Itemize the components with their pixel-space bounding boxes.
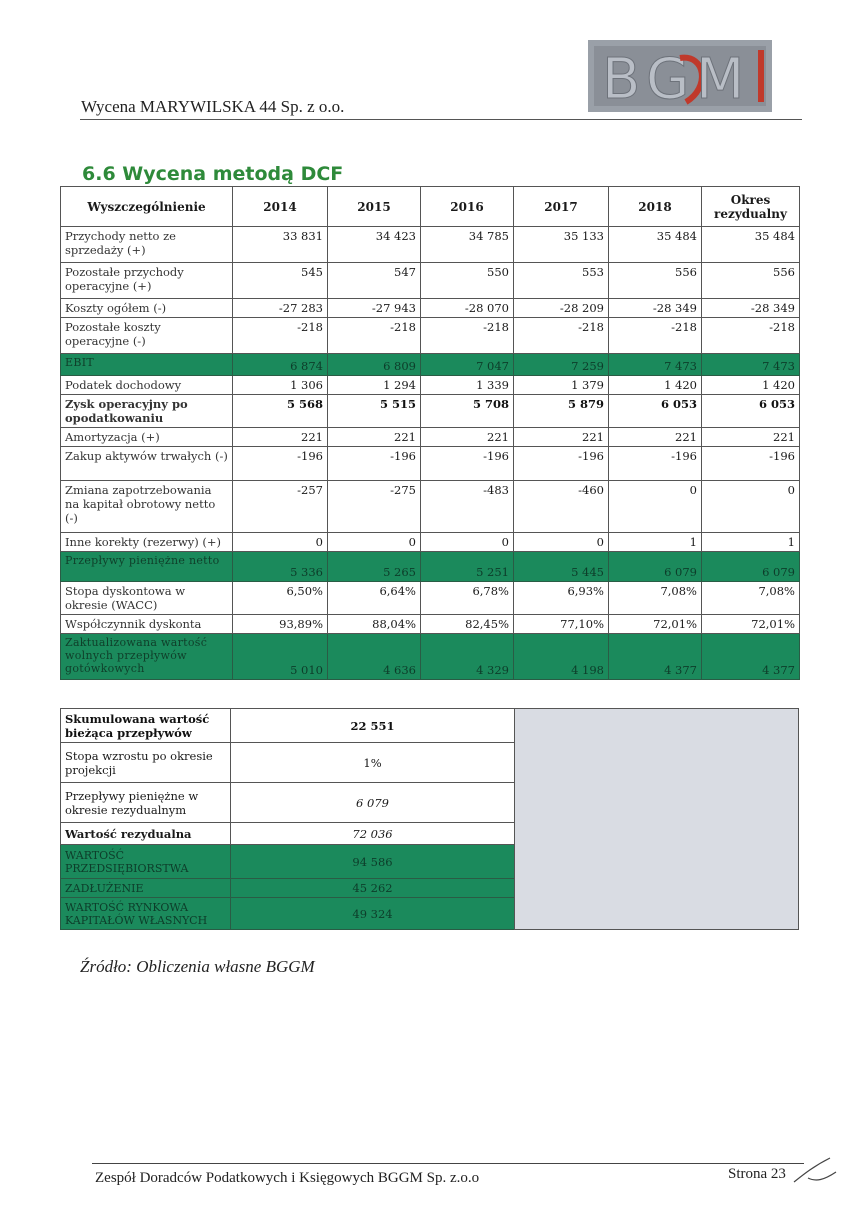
row-value: 221 (421, 428, 514, 447)
row-value: 7,08% (609, 582, 702, 615)
row-value: 1 420 (702, 376, 800, 395)
row-value: 0 (421, 533, 514, 552)
row-value: 5 251 (421, 552, 514, 582)
summary-row (61, 879, 515, 898)
table-row (61, 582, 800, 615)
row-value: 221 (609, 428, 702, 447)
row-value: 5 265 (328, 552, 421, 582)
column-header: Wyszczególnienie (61, 187, 233, 227)
row-value: 5 708 (421, 395, 514, 428)
summary-value: 22 551 (231, 709, 515, 743)
row-value: 4 377 (609, 634, 702, 680)
dcf-valuation-table (60, 186, 800, 680)
row-label: Podatek dochodowy (61, 376, 233, 395)
row-value: 4 636 (328, 634, 421, 680)
row-value: 6,78% (421, 582, 514, 615)
row-value: -460 (514, 481, 609, 533)
row-value: 221 (233, 428, 328, 447)
column-header: 2016 (421, 187, 514, 227)
row-value: 35 133 (514, 227, 609, 263)
summary-label: ZADŁUŻENIE (61, 879, 231, 898)
row-label: Zysk operacyjny po opodatkowaniu (61, 395, 233, 428)
row-value: -218 (421, 318, 514, 354)
row-value: 6,93% (514, 582, 609, 615)
row-label: Zmiana zapotrzebowania na kapitał obrotowy netto (-) (61, 481, 233, 533)
column-header: Okres rezydualny (702, 187, 800, 227)
summary-value: 1% (231, 743, 515, 783)
row-value: 33 831 (233, 227, 328, 263)
row-value: 0 (702, 481, 800, 533)
row-value: 556 (702, 263, 800, 299)
row-value: -218 (514, 318, 609, 354)
row-value: 77,10% (514, 615, 609, 634)
row-label: Pozostałe koszty operacyjne (-) (61, 318, 233, 354)
row-value: 35 484 (702, 227, 800, 263)
summary-value: 94 586 (231, 845, 515, 879)
summary-value: 49 324 (231, 898, 515, 930)
row-value: 1 (702, 533, 800, 552)
row-value: 72,01% (702, 615, 800, 634)
summary-value: 6 079 (231, 783, 515, 823)
table-row (61, 263, 800, 299)
table-row (61, 533, 800, 552)
summary-row (61, 743, 515, 783)
row-value: 34 423 (328, 227, 421, 263)
row-value: 0 (328, 533, 421, 552)
row-value: 6 874 (233, 354, 328, 376)
row-value: 6 079 (702, 552, 800, 582)
table-row (61, 299, 800, 318)
summary-label: Wartość rezydualna (61, 823, 231, 845)
row-value: -196 (702, 447, 800, 481)
summary-label: WARTOŚĆ RYNKOWA KAPITAŁÓW WŁASNYCH (61, 898, 231, 930)
row-label: Przepływy pieniężne netto (61, 552, 233, 582)
table-row (61, 552, 800, 582)
row-value: 6,50% (233, 582, 328, 615)
row-value: -196 (328, 447, 421, 481)
column-header: 2018 (609, 187, 702, 227)
summary-row (61, 898, 515, 930)
handwritten-signature (790, 1152, 840, 1196)
row-value: 88,04% (328, 615, 421, 634)
row-value: -28 070 (421, 299, 514, 318)
row-value: -218 (609, 318, 702, 354)
table-row (61, 395, 800, 428)
empty-shaded-area (514, 708, 799, 930)
svg-text:B: B (602, 47, 637, 112)
row-label: Zaktualizowana wartość wolnych przepływów gotówkowych (61, 634, 233, 680)
row-value: 93,89% (233, 615, 328, 634)
document-header-title: Wycena MARYWILSKA 44 Sp. z o.o. (81, 97, 345, 116)
summary-value: 45 262 (231, 879, 515, 898)
row-label: Stopa dyskontowa w okresie (WACC) (61, 582, 233, 615)
table-row (61, 354, 800, 376)
row-value: 0 (233, 533, 328, 552)
row-value: 547 (328, 263, 421, 299)
page-number: Strona 23 (728, 1166, 786, 1182)
section-title: 6.6 Wycena metodą DCF (82, 163, 344, 185)
table-row (61, 318, 800, 354)
row-value: 221 (514, 428, 609, 447)
summary-row (61, 823, 515, 845)
summary-label: Przepływy pieniężne w okresie rezydualnym (61, 783, 231, 823)
row-value: 1 306 (233, 376, 328, 395)
svg-text:G: G (646, 47, 690, 112)
row-value: -275 (328, 481, 421, 533)
row-value: -218 (328, 318, 421, 354)
column-header: 2014 (233, 187, 328, 227)
row-value: 5 445 (514, 552, 609, 582)
row-value: 35 484 (609, 227, 702, 263)
table-row (61, 615, 800, 634)
summary-row (61, 709, 515, 743)
row-value: 5 010 (233, 634, 328, 680)
row-value: -483 (421, 481, 514, 533)
row-value: 6 809 (328, 354, 421, 376)
row-value: 7 473 (702, 354, 800, 376)
bggm-logo (588, 40, 772, 112)
row-value: -28 349 (609, 299, 702, 318)
row-value: -196 (421, 447, 514, 481)
row-value: -28 209 (514, 299, 609, 318)
row-value: 4 329 (421, 634, 514, 680)
row-value: -28 349 (702, 299, 800, 318)
table-row (61, 447, 800, 481)
svg-text:M: M (696, 47, 745, 112)
source-note: Źródło: Obliczenia własne BGGM (80, 957, 315, 976)
row-value: -218 (702, 318, 800, 354)
row-label: Amortyzacja (+) (61, 428, 233, 447)
row-value: -27 283 (233, 299, 328, 318)
table-row (61, 428, 800, 447)
table-row (61, 376, 800, 395)
row-value: -196 (609, 447, 702, 481)
row-value: 7 473 (609, 354, 702, 376)
summary-row (61, 783, 515, 823)
row-label: Inne korekty (rezerwy) (+) (61, 533, 233, 552)
table-row (61, 634, 800, 680)
row-value: 6 053 (609, 395, 702, 428)
row-value: -218 (233, 318, 328, 354)
row-value: 1 294 (328, 376, 421, 395)
row-value: -196 (514, 447, 609, 481)
row-value: 1 (609, 533, 702, 552)
row-label: Współczynnik dyskonta (61, 615, 233, 634)
row-value: 5 568 (233, 395, 328, 428)
row-value: 5 336 (233, 552, 328, 582)
row-value: -257 (233, 481, 328, 533)
summary-label: Skumulowana wartość bieżąca przepływów (61, 709, 231, 743)
row-label: Przychody netto ze sprzedaży (+) (61, 227, 233, 263)
summary-table (60, 708, 515, 930)
row-label: Pozostałe przychody operacyjne (+) (61, 263, 233, 299)
row-label: EBIT (61, 354, 233, 376)
row-value: -196 (233, 447, 328, 481)
row-value: 7,08% (702, 582, 800, 615)
row-value: 0 (514, 533, 609, 552)
row-value: 5 515 (328, 395, 421, 428)
summary-value: 72 036 (231, 823, 515, 845)
row-value: 6 079 (609, 552, 702, 582)
row-value: 550 (421, 263, 514, 299)
row-value: 82,45% (421, 615, 514, 634)
table-row (61, 227, 800, 263)
row-label: Zakup aktywów trwałych (-) (61, 447, 233, 481)
row-value: 6 053 (702, 395, 800, 428)
row-value: 7 047 (421, 354, 514, 376)
row-value: 1 379 (514, 376, 609, 395)
summary-label: Stopa wzrostu po okresie projekcji (61, 743, 231, 783)
row-value: -27 943 (328, 299, 421, 318)
summary-row (61, 845, 515, 879)
row-value: 553 (514, 263, 609, 299)
row-value: 6,64% (328, 582, 421, 615)
row-value: 1 420 (609, 376, 702, 395)
row-value: 545 (233, 263, 328, 299)
footer-company: Zespół Doradców Podatkowych i Księgowych BGGM Sp. z.o.o (95, 1170, 480, 1186)
row-value: 556 (609, 263, 702, 299)
row-value: 72,01% (609, 615, 702, 634)
row-value: 5 879 (514, 395, 609, 428)
summary-label: WARTOŚĆ PRZEDSIĘBIORSTWA (61, 845, 231, 879)
row-value: 7 259 (514, 354, 609, 376)
table-row (61, 481, 800, 533)
row-value: 4 377 (702, 634, 800, 680)
column-header: 2017 (514, 187, 609, 227)
table-header-row (61, 187, 800, 227)
row-value: 0 (609, 481, 702, 533)
row-value: 1 339 (421, 376, 514, 395)
row-value: 221 (328, 428, 421, 447)
footer-divider (92, 1163, 804, 1164)
row-value: 34 785 (421, 227, 514, 263)
row-label: Koszty ogółem (-) (61, 299, 233, 318)
row-value: 221 (702, 428, 800, 447)
header-divider (80, 119, 802, 120)
column-header: 2015 (328, 187, 421, 227)
row-value: 4 198 (514, 634, 609, 680)
